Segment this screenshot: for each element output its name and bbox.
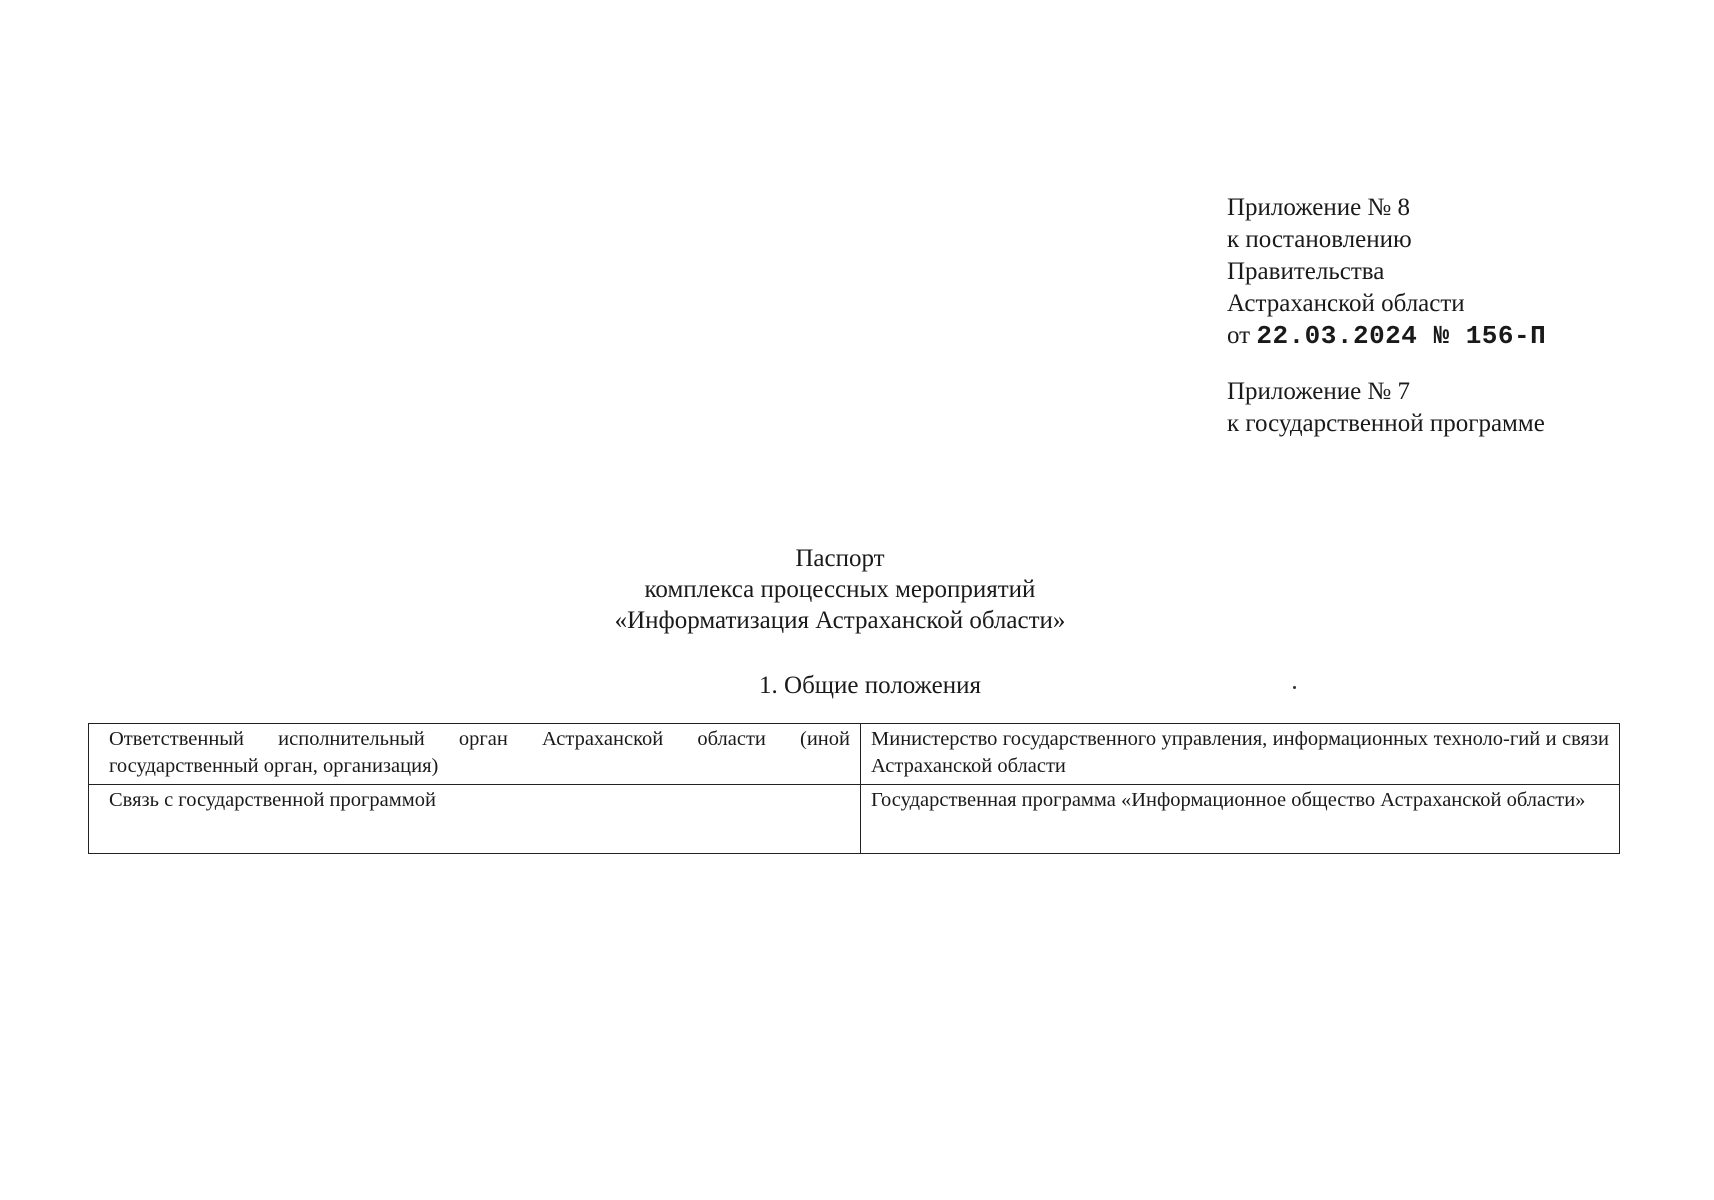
date-number-stamp: 22.03.2024 № 156-П [1256, 321, 1547, 351]
appendix-block [1227, 192, 1546, 440]
stray-dot-mark [1293, 686, 1296, 689]
table-cell-value: Министерство государственного управления, информационных техноло-гий и связи Астраханской области [861, 724, 1620, 785]
table-cell-label: Ответственный исполнительный орган Астраханской области (иной государственный орган, организация) [89, 724, 861, 785]
table [88, 723, 1620, 854]
general-provisions-table [88, 723, 1620, 854]
appendix-line: Приложение № 8 [1227, 194, 1411, 221]
spacer [1227, 352, 1546, 376]
appendix-secondary-line: к государственной программе [1227, 410, 1545, 437]
document-title [0, 543, 1680, 636]
date-prefix: от [1227, 322, 1251, 349]
table-cell-label: Связь с государственной программой [89, 785, 861, 854]
appendix-line: Астраханской области [1227, 290, 1465, 317]
title-line: «Информатизация Астраханской области» [614, 607, 1066, 634]
appendix-line: Правительства [1227, 258, 1385, 285]
table-row [89, 785, 1620, 854]
table-cell-value: Государственная программа «Информационное общество Астраханской области» [861, 785, 1620, 854]
title-line: комплекса процессных мероприятий [644, 576, 1036, 603]
appendix-line: к постановлению [1227, 226, 1412, 253]
section-heading: 1. Общие положения [759, 672, 981, 699]
appendix-secondary-line: Приложение № 7 [1227, 378, 1411, 405]
title-line: Паспорт [795, 545, 885, 572]
table-row [89, 724, 1620, 785]
appendix-date-line [1227, 320, 1546, 352]
